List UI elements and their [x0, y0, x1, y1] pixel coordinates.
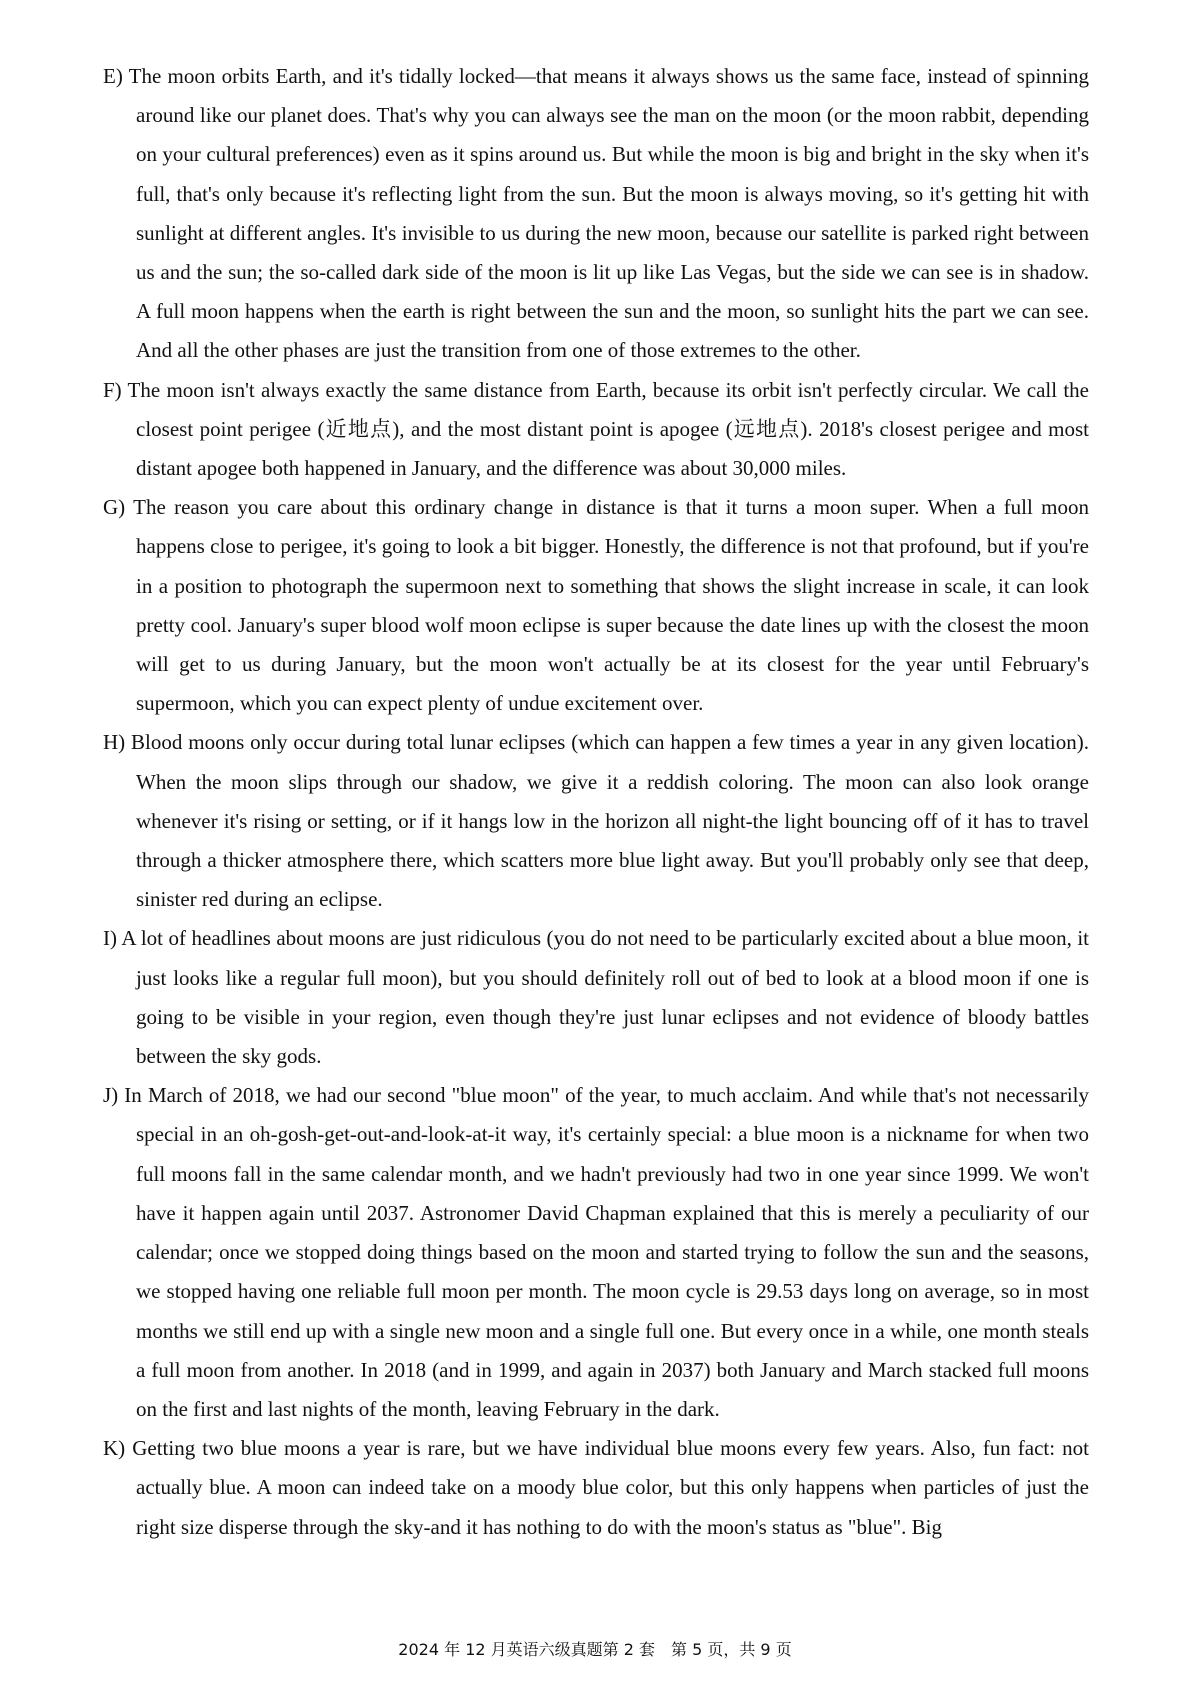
paragraph-e: E) The moon orbits Earth, and it's tidally locked—that means it always shows us the same face, instead of spinning around like our planet does. That's why you can always see the man on the moon (or the moon rabbit, depending on your cultural preferences) even as it spins around us. But while the moon is big and bright in the sky when it's full, that's only because it's reflecting light from the sun. But the moon is always moving, so it's getting hit with sunlight at different angles. It's invisible to us during the new moon, because our satellite is parked right between us and the sun; the so-called dark side of the moon is lit up like Las Vegas, but the side we can see is in shadow. A full moon happens when the earth is right between the sun and the moon, so sunlight hits the part we can see. And all the other phases are just the transition from one of those extremes to the other.: [103, 64, 1089, 363]
page-footer: 2024 年 12 月英语六级真题第 2 套 第 5 页，共 9 页: [398, 1640, 792, 1659]
article-body: [103, 57, 1089, 1547]
paragraph-j: J) In March of 2018, we had our second "blue moon" of the year, to much acclaim. And while that's not necessarily special in an oh-gosh-get-out-and-look-at-it way, it's certainly special: a blue moon is a nickname for when two full moons fall in the same calendar month, and we hadn't previously had two in one year since 1999. We won't have it happen again until 2037. Astronomer David Chapman explained that this is merely a peculiarity of our calendar; once we stopped doing things based on the moon and started trying to follow the sun and the seasons, we stopped having one reliable full moon per month. The moon cycle is 29.53 days long on average, so in most months we still end up with a single new moon and a single full one. But every once in a while, one month steals a full moon from another. In 2018 (and in 1999, and again in 2037) both January and March stacked full moons on the first and last nights of the month, leaving February in the dark.: [103, 1083, 1089, 1421]
paragraph-f: F) The moon isn't always exactly the same distance from Earth, because its orbit isn't perfectly circular. We call the closest point perigee (近地点), and the most distant point is apogee (远地点). 2018's closest perigee and most distant apogee both happened in January, and the difference was about 30,000 miles.: [103, 377, 1089, 481]
paragraph-g: G) The reason you care about this ordinary change in distance is that it turns a moon super. When a full moon happens close to perigee, it's going to look a bit bigger. Honestly, the difference is not that profound, but if you're in a position to photograph the supermoon next to something that shows the slight increase in scale, it can look pretty cool. January's super blood wolf moon eclipse is super because the date lines up with the closest the moon will get to us during January, but the moon won't actually be at its closest for the year until February's supermoon, which you can expect plenty of undue excitement over.: [103, 495, 1089, 716]
paragraph-i: I) A lot of headlines about moons are just ridiculous (you do not need to be particularly excited about a blue moon, it just looks like a regular full moon), but you should definitely roll out of bed to look at a blood moon if one is going to be visible in your region, even though they're just lunar eclipses and not evidence of bloody battles between the sky gods.: [103, 926, 1089, 1069]
paragraph-h: H) Blood moons only occur during total lunar eclipses (which can happen a few times a year in any given location). When the moon slips through our shadow, we give it a reddish coloring. The moon can also look orange whenever it's rising or setting, or if it hangs low in the horizon all night-the light bouncing off of it has to travel through a thicker atmosphere there, which scatters more blue light away. But you'll probably only see that deep, sinister red during an eclipse.: [103, 730, 1089, 912]
paragraph-k: K) Getting two blue moons a year is rare, but we have individual blue moons every few years. Also, fun fact: not actually blue. A moon can indeed take on a moody blue color, but this only happens when particles of just the right size disperse through the sky-and it has nothing to do with the moon's status as "blue". Big: [103, 1436, 1089, 1539]
